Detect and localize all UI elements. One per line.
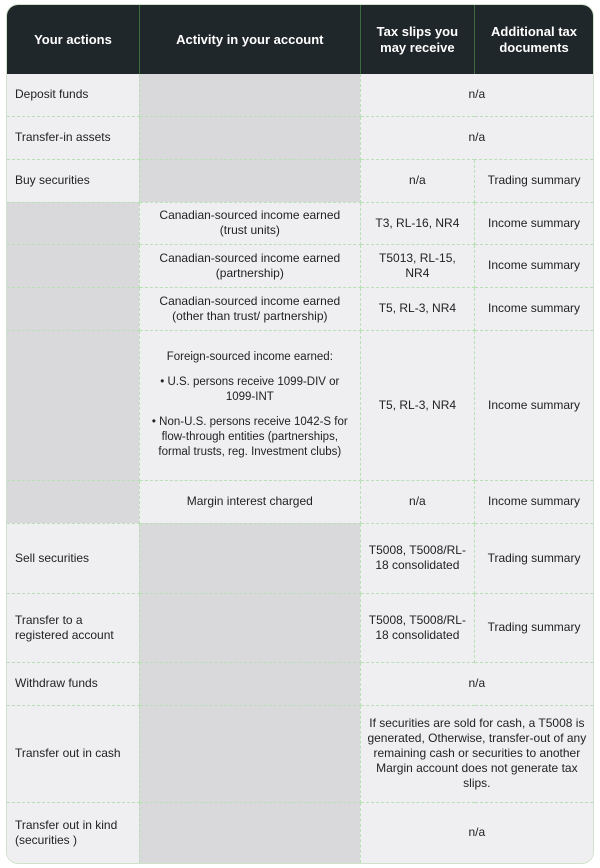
activity-cell-empty (139, 662, 360, 705)
tax-slips-cell: n/a (360, 116, 593, 159)
additional-docs-cell: Income summary (475, 244, 593, 287)
additional-docs-cell: Trading summary (475, 523, 593, 593)
action-cell-empty (7, 480, 139, 523)
foreign-income-bullets (146, 375, 354, 460)
action-cell: Withdraw funds (7, 662, 139, 705)
activity-cell: Canadian-sourced income earned (other than trust/ partnership) (139, 287, 360, 330)
additional-docs-cell: Income summary (475, 330, 593, 480)
tax-slips-cell: n/a (360, 662, 593, 705)
activity-cell-empty (139, 116, 360, 159)
activity-cell: Margin interest charged (139, 480, 360, 523)
table-row (7, 74, 593, 116)
tax-slips-cell: T5, RL-3, NR4 (360, 330, 474, 480)
tax-slips-cell: n/a (360, 802, 593, 863)
header-tax-slips: Tax slips you may receive (360, 5, 474, 74)
action-cell-empty (7, 202, 139, 244)
additional-docs-cell: Trading summary (475, 593, 593, 662)
tax-slips-cell: T5008, T5008/RL-18 consolidated (360, 593, 474, 662)
tax-slips-cell: n/a (360, 159, 474, 202)
table-row (7, 202, 593, 244)
tax-slips-cell: n/a (360, 480, 474, 523)
activity-cell-empty (139, 74, 360, 116)
table-row (7, 593, 593, 662)
action-cell-empty (7, 330, 139, 480)
tax-slips-table (7, 5, 593, 863)
header-activity: Activity in your account (139, 5, 360, 74)
activity-cell-empty (139, 802, 360, 863)
header-your-actions: Your actions (7, 5, 139, 74)
table-row (7, 662, 593, 705)
table-row (7, 116, 593, 159)
tax-slips-table-container (6, 4, 594, 864)
action-cell: Transfer-in assets (7, 116, 139, 159)
action-cell: Deposit funds (7, 74, 139, 116)
tax-slips-cell: T5, RL-3, NR4 (360, 287, 474, 330)
table-row (7, 523, 593, 593)
tax-slips-cell: T5008, T5008/RL-18 consolidated (360, 523, 474, 593)
action-cell: Transfer out in cash (7, 705, 139, 802)
activity-cell: Canadian-sourced income earned (partnership) (139, 244, 360, 287)
additional-docs-cell: Income summary (475, 480, 593, 523)
action-cell-empty (7, 244, 139, 287)
table-row (7, 802, 593, 863)
action-cell-empty (7, 287, 139, 330)
table-row (7, 159, 593, 202)
additional-docs-cell: Income summary (475, 287, 593, 330)
tax-slips-cell: If securities are sold for cash, a T5008 is generated, Otherwise, transfer-out of any remaining cash or securities to another Margin account does not generate tax slips. (360, 705, 593, 802)
activity-cell-empty (139, 523, 360, 593)
table-row (7, 705, 593, 802)
tax-slips-cell: T5013, RL-15, NR4 (360, 244, 474, 287)
action-cell: Buy securities (7, 159, 139, 202)
list-item: • U.S. persons receive 1099-DIV or 1099-INT (146, 375, 354, 405)
tax-slips-cell: T3, RL-16, NR4 (360, 202, 474, 244)
foreign-income-title: Foreign-sourced income earned: (166, 351, 333, 363)
activity-cell: Canadian-sourced income earned (trust units) (139, 202, 360, 244)
table-header-row (7, 5, 593, 74)
tax-slips-cell: n/a (360, 74, 593, 116)
action-cell: Transfer to a registered account (7, 593, 139, 662)
table-row (7, 480, 593, 523)
action-cell: Sell securities (7, 523, 139, 593)
list-item: • Non-U.S. persons receive 1042-S for flow-through entities (partnerships, formal trusts, reg. Investment clubs) (146, 415, 354, 460)
header-additional-docs: Additional tax documents (475, 5, 593, 74)
table-row (7, 330, 593, 480)
table-row (7, 287, 593, 330)
additional-docs-cell: Trading summary (475, 159, 593, 202)
activity-cell-empty (139, 705, 360, 802)
activity-cell-empty (139, 593, 360, 662)
additional-docs-cell: Income summary (475, 202, 593, 244)
table-row (7, 244, 593, 287)
activity-cell (139, 330, 360, 480)
activity-cell-empty (139, 159, 360, 202)
action-cell: Transfer out in kind (securities ) (7, 802, 139, 863)
